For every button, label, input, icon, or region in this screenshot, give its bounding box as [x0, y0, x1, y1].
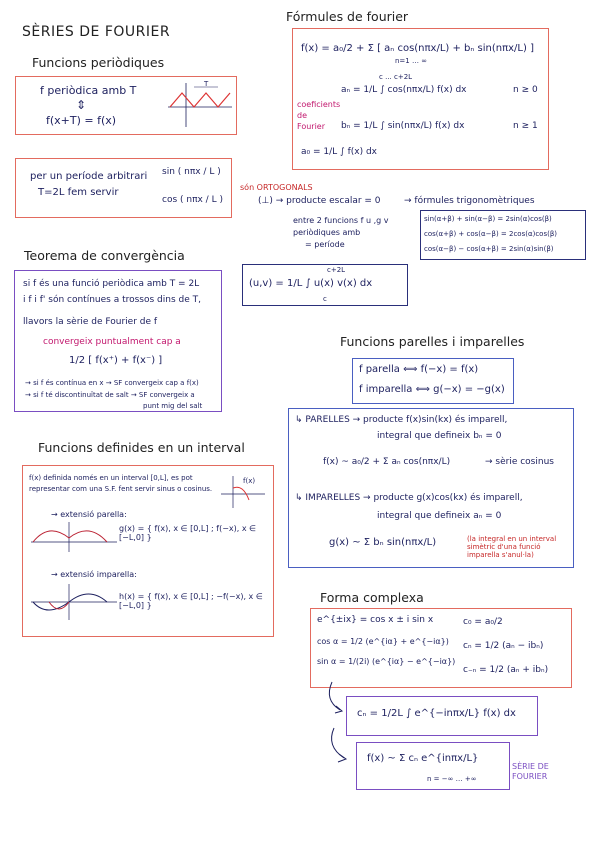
coefficients-label: coeficients de Fourier — [297, 100, 341, 131]
even-odd-box — [352, 358, 514, 404]
inner-product-box — [242, 264, 408, 306]
inner-upper-limit: c+2L — [327, 266, 346, 274]
even-extension-label: → extensió parella: — [51, 510, 127, 519]
odd-product-note: ↳ IMPARELLES → producte g(x)cos(kx) és imparell, — [295, 493, 523, 503]
c-neg-n-formula: c₋ₙ = 1/2 (aₙ + ibₙ) — [463, 665, 549, 675]
bn-condition: n ≥ 1 — [513, 121, 538, 131]
complex-series-limits: n = −∞ … +∞ — [427, 775, 477, 783]
conv-line-1: si f és una funció periòdica amb T = 2L — [23, 279, 200, 289]
conv-line-4: convergeix puntualment cap a — [43, 337, 181, 347]
even-extension-graph — [29, 520, 119, 554]
odd-def: f imparella ⟺ g(−x) = −g(x) — [359, 384, 505, 395]
heading-formulas: Fórmules de fourier — [286, 9, 409, 24]
trig-identity-1: sin(α+β) + sin(α−β) = 2sin(α)cos(β) — [424, 215, 552, 223]
orthogonal-label: són ORTOGONALS — [240, 183, 313, 192]
periodic-graph — [166, 79, 234, 129]
formulas-box — [292, 28, 549, 170]
interval-line-2: representar com una S.F. fent servir sinus o cosinus. — [29, 485, 213, 493]
trig-identity-3: cos(α−β) − cos(α+β) = 2sin(α)sin(β) — [424, 245, 554, 253]
even-bn-zero: integral que defineix bₙ = 0 — [377, 431, 502, 441]
fourier-series-tag: SÈRIE DE FOURIER — [512, 762, 549, 781]
complex-series-formula: f(x) ~ Σ cₙ e^{inπx/L} — [367, 753, 479, 764]
odd-extension-label: → extensió imparella: — [51, 570, 137, 579]
cos-exponential: cos α = 1/2 (e^{iα} + e^{−iα}) — [317, 637, 449, 646]
heading-complex: Forma complexa — [320, 590, 424, 605]
odd-extension-graph — [29, 582, 119, 622]
sum-limits: n=1 … ∞ — [395, 57, 428, 65]
sin-basis: sin ( nπx / L ) — [162, 167, 221, 177]
sine-series-formula: g(x) ~ Σ bₙ sin(nπx/L) — [329, 537, 437, 548]
periodic-box — [15, 76, 237, 135]
cosine-series-formula: f(x) ~ a₀/2 + Σ aₙ cos(nπx/L) — [323, 457, 451, 467]
odd-integral-note: (la integral en un interval simètric d'una funció imparella s'anul·la) — [467, 535, 557, 559]
euler-formula: e^{±ix} = cos x ± i sin x — [317, 615, 434, 625]
even-product-note: ↳ PARELLES → producte f(x)sin(kx) és imparell, — [295, 415, 508, 425]
complex-series-box — [356, 742, 510, 790]
conv-note-jump: → si f té discontinuïtat de salt → SF convergeix a — [25, 391, 195, 399]
interval-box — [22, 465, 274, 637]
periodic-def: f periòdica amb T — [40, 84, 137, 97]
graph-period-label: T — [204, 80, 209, 88]
odd-an-zero: integral que defineix aₙ = 0 — [377, 511, 502, 521]
cn-integral-formula: cₙ = 1/2L ∫ e^{−inπx/L} f(x) dx — [357, 708, 516, 719]
equivalence-arrow: ⇕ — [76, 98, 87, 112]
heading-even-odd: Funcions parelles i imparelles — [340, 334, 525, 349]
even-extension-def: g(x) = { f(x), x ∈ [0,L] ; f(−x), x ∈ [−L,0] } — [119, 524, 257, 542]
functions-note-1: entre 2 funcions f u ,g v — [293, 216, 389, 225]
even-odd-detail-box — [288, 408, 574, 568]
period-text-1: per un període arbitrari — [30, 171, 148, 182]
page-title: SÈRIES DE FOURIER — [22, 24, 171, 40]
inner-lower-limit: c — [323, 295, 327, 303]
functions-note-2: periòdiques amb — [293, 228, 361, 237]
conv-limit-expression: 1/2 [ f(x⁺) + f(x⁻) ] — [69, 355, 163, 366]
trig-box — [420, 210, 586, 260]
fx-sketch-label: f(x) — [243, 477, 256, 485]
heading-convergence: Teorema de convergència — [24, 248, 185, 263]
periodic-eq: f(x+T) = f(x) — [46, 114, 117, 127]
heading-interval: Funcions definides en un interval — [38, 440, 245, 455]
bn-formula: bₙ = 1/L ∫ sin(nπx/L) f(x) dx — [341, 121, 465, 131]
cosine-series-label: → sèrie cosinus — [485, 457, 554, 467]
interval-line-1: f(x) definida només en un interval [0,L], es pot — [29, 474, 193, 482]
an-condition: n ≥ 0 — [513, 85, 538, 95]
trig-identity-2: cos(α+β) + cos(α−β) = 2cos(α)cos(β) — [424, 230, 558, 238]
fourier-series-formula: f(x) = a₀/2 + Σ [ aₙ cos(nπx/L) + bₙ sin(nπx/L) ] — [301, 43, 534, 54]
a0-formula: a₀ = 1/L ∫ f(x) dx — [301, 147, 377, 157]
cos-basis: cos ( nπx / L ) — [162, 195, 223, 205]
cn-formula: cₙ = 1/2 (aₙ − ibₙ) — [463, 641, 544, 651]
conv-line-3: llavors la sèrie de Fourier de f — [23, 317, 158, 327]
orthogonal-note: (⊥) → producte escalar = 0 — [258, 196, 381, 206]
fx-sketch — [219, 474, 267, 510]
conv-note-continuous: → si f és contínua en x → SF convergeix cap a f(x) — [25, 379, 199, 387]
even-def: f parella ⟺ f(−x) = f(x) — [359, 364, 479, 375]
inner-product-formula: (u,v) = 1/L ∫ u(x) v(x) dx — [249, 278, 373, 289]
period-box — [15, 158, 232, 218]
period-text-2: T=2L fem servir — [38, 187, 119, 198]
trig-formulas-link: → fórmules trigonomètriques — [404, 196, 535, 206]
integral-limits: c ... c+2L — [379, 73, 413, 81]
an-formula: aₙ = 1/L ∫ cos(nπx/L) f(x) dx — [341, 85, 467, 95]
convergence-box — [14, 270, 222, 412]
odd-extension-def: h(x) = { f(x), x ∈ [0,L] ; −f(−x), x ∈ [−L,0] } — [119, 592, 263, 610]
c0-formula: c₀ = a₀/2 — [463, 617, 503, 627]
functions-note-3: = període — [305, 240, 345, 249]
cn-integral-box — [346, 696, 538, 736]
conv-note-midpoint: punt mig del salt — [143, 402, 203, 410]
conv-line-2: i f i f' són contínues a trossos dins de T, — [23, 295, 201, 305]
sin-exponential: sin α = 1/(2i) (e^{iα} − e^{−iα}) — [317, 657, 456, 666]
complex-box — [310, 608, 572, 688]
heading-periodic: Funcions periòdiques — [32, 55, 165, 70]
